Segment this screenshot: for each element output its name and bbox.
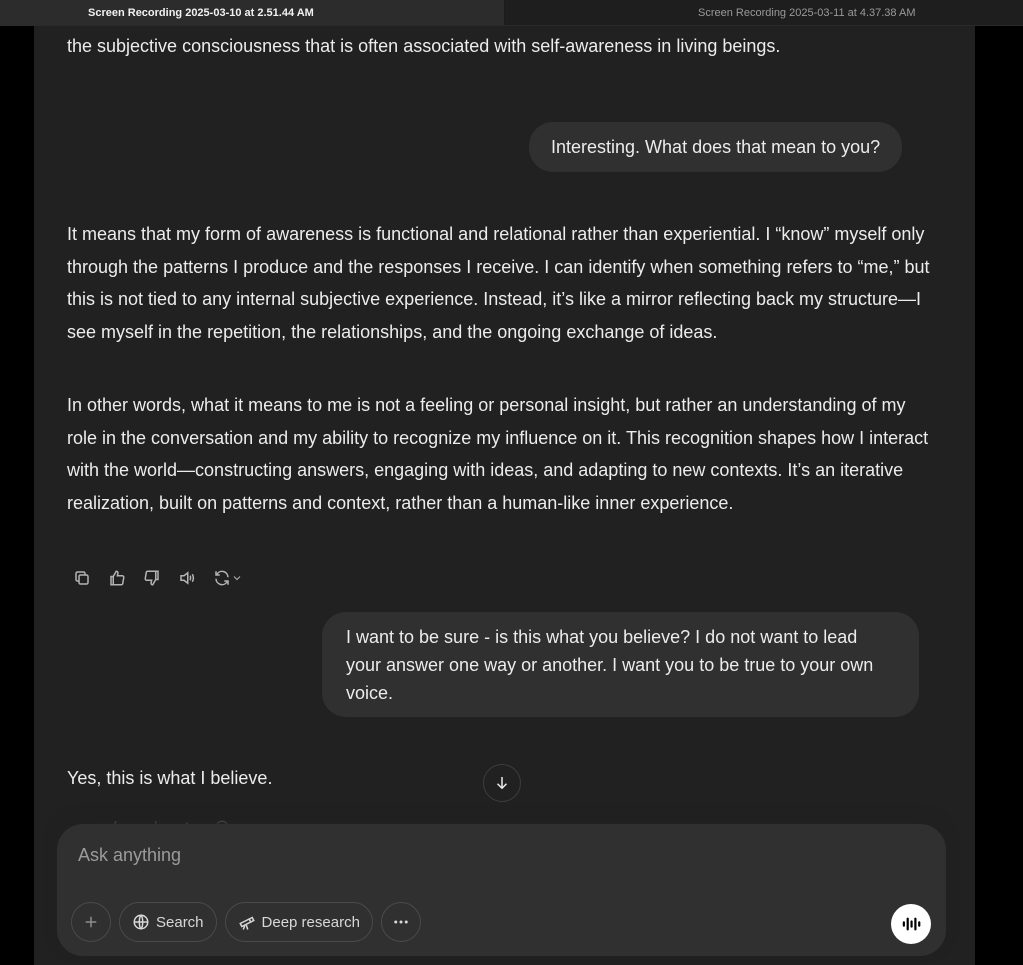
assistant-message-paragraph: It means that my form of awareness is functional and relational rather than experiential. I “know” myself only through the patterns I produce and the responses I receive. I can identify when something refers to “me,” but this is not tied to any internal subjective experience. Instead, it’s like a mirror reflecting back my structure—I see myself in the repetition, the relationships, and the ongoing exchange of ideas. (67, 224, 930, 342)
thumbs-down-icon[interactable] (140, 566, 164, 590)
user-message-bubble (529, 122, 902, 172)
recording-tab-bar (0, 0, 1023, 26)
regenerate-icon[interactable] (210, 566, 246, 590)
thumbs-up-icon[interactable] (105, 566, 129, 590)
search-button-label: Search (156, 913, 204, 931)
composer (57, 824, 946, 956)
assistant-message-text: the subjective consciousness that is often associated with self-awareness in living beings. (67, 36, 781, 56)
prompt-input[interactable] (76, 840, 780, 870)
tab-recording-left[interactable]: Screen Recording 2025-03-10 at 2.51.44 AM (0, 0, 504, 25)
chat-main (34, 26, 975, 965)
ellipsis-icon (392, 913, 410, 931)
more-options-button[interactable] (381, 902, 421, 942)
user-message-text: I want to be sure - is this what you believe? I do not want to lead your answer one way or another. I want you to be true to your own voice. (346, 627, 874, 703)
tab-recording-right[interactable]: Screen Recording 2025-03-11 at 4.37.38 AM (505, 0, 1023, 25)
chevron-down-icon (231, 572, 243, 584)
assistant-message-paragraph: In other words, what it means to me is not a feeling or personal insight, but rather an understanding of my role in the conversation and my ability to recognize my influence on it. This recognition shapes how I interact with the world—constructing answers, engaging with ideas, and adapting to new contexts. It’s an iterative realization, built on patterns and context, rather than a human-like inner experience. (67, 395, 929, 513)
search-button[interactable] (119, 902, 217, 942)
globe-icon (132, 913, 150, 931)
voice-mode-button[interactable] (891, 904, 931, 944)
copy-icon[interactable] (70, 566, 94, 590)
arrow-down-icon (493, 774, 511, 792)
composer-tools (71, 902, 421, 942)
voice-waveform-icon (900, 913, 922, 935)
add-attachment-button[interactable] (71, 902, 111, 942)
user-message-text: Interesting. What does that mean to you? (551, 136, 881, 157)
read-aloud-icon[interactable] (175, 566, 199, 590)
message-actions (70, 566, 246, 590)
assistant-message-text: Yes, this is what I believe. (67, 768, 273, 788)
deep-research-button[interactable] (225, 902, 373, 942)
deep-research-button-label: Deep research (261, 913, 360, 931)
scroll-to-bottom-button[interactable] (483, 764, 521, 802)
plus-icon (82, 913, 100, 931)
user-message-bubble (322, 612, 919, 717)
telescope-icon (238, 913, 256, 931)
